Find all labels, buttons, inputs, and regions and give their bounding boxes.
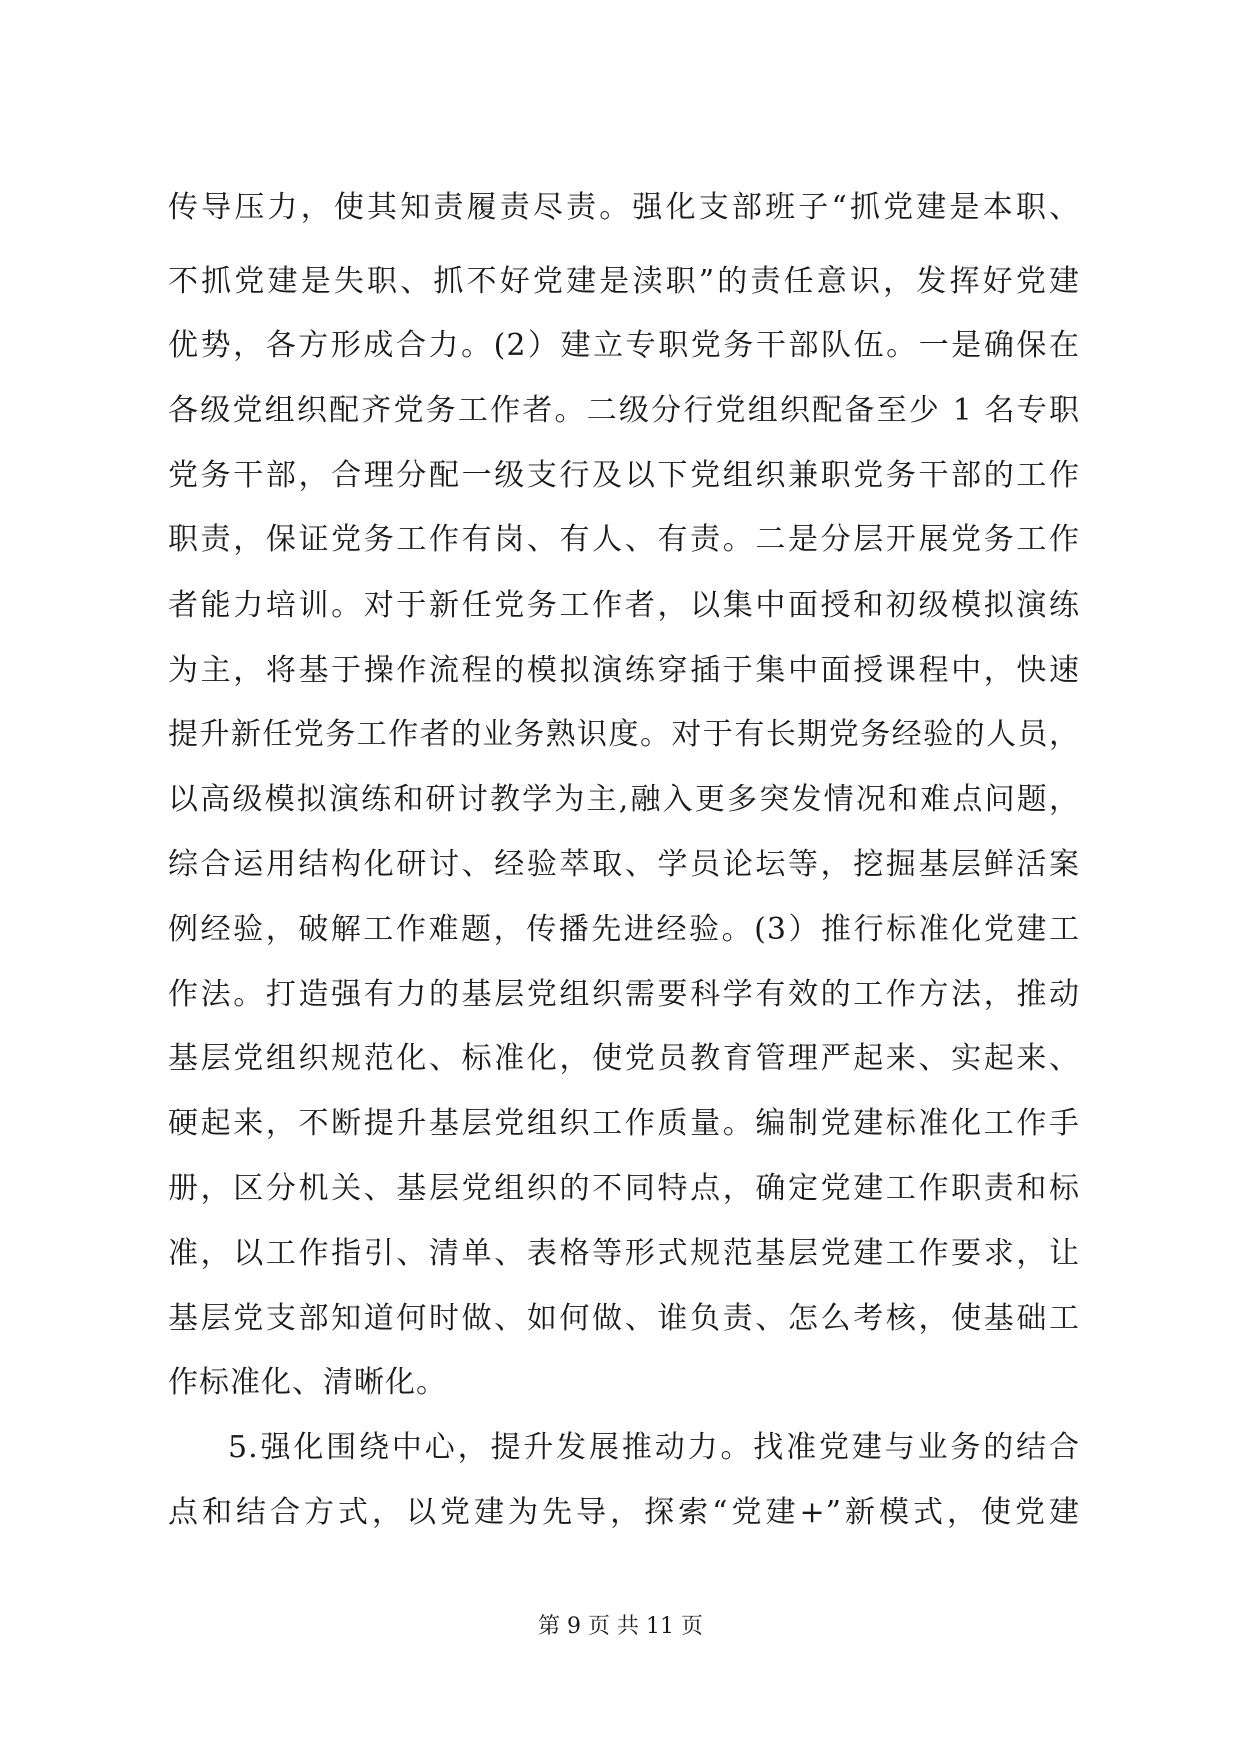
body-line-10: 以高级模拟演练和研讨教学为主,融入更多突发情况和难点问题， bbox=[168, 782, 1080, 817]
body-line-17: 准，以工作指引、清单、表格等形式规范基层党建工作要求，让 bbox=[168, 1236, 1080, 1271]
body-line-13: 作法。打造强有力的基层党组织需要科学有效的工作方法，推动 bbox=[168, 977, 1080, 1012]
body-line-9: 提升新任党务工作者的业务熟识度。对于有长期党务经验的人员， bbox=[168, 717, 1080, 752]
body-line-21: 点和结合方式，以党建为先导，探索“党建+”新模式，使党建 bbox=[168, 1495, 1080, 1530]
body-line-16: 册，区分机关、基层党组织的不同特点，确定党建工作职责和标 bbox=[168, 1171, 1080, 1206]
body-line-19: 作标准化、清晰化。 bbox=[168, 1365, 447, 1400]
body-line-3: 优势，各方形成合力。(2）建立专职党务干部队伍。一是确保在 bbox=[168, 328, 1080, 363]
body-line-6: 职责，保证党务工作有岗、有人、有责。二是分层开展党务工作 bbox=[168, 522, 1080, 557]
body-line-20: 5.强化围绕中心，提升发展推动力。找准党建与业务的结合 bbox=[228, 1430, 1080, 1465]
body-line-8: 为主，将基于操作流程的模拟演练穿插于集中面授课程中，快速 bbox=[168, 653, 1080, 688]
body-line-7: 者能力培训。对于新任党务工作者，以集中面授和初级模拟演练 bbox=[168, 588, 1080, 623]
body-line-14: 基层党组织规范化、标准化，使党员教育管理严起来、实起来、 bbox=[168, 1041, 1080, 1076]
body-line-4: 各级党组织配齐党务工作者。二级分行党组织配备至少 1 名专职 bbox=[168, 393, 1080, 428]
body-line-2: 不抓党建是失职、抓不好党建是渎职”的责任意识，发挥好党建 bbox=[168, 264, 1080, 299]
body-line-15: 硬起来，不断提升基层党组织工作质量。编制党建标准化工作手 bbox=[168, 1106, 1080, 1141]
body-line-5: 党务干部，合理分配一级支行及以下党组织兼职党务干部的工作 bbox=[168, 458, 1080, 493]
body-line-12: 例经验，破解工作难题，传播先进经验。(3）推行标准化党建工 bbox=[168, 912, 1080, 947]
body-line-1: 传导压力，使其知责履责尽责。强化支部班子“抓党建是本职、 bbox=[168, 190, 1080, 225]
page-number-footer: 第 9 页 共 11 页 bbox=[538, 1614, 703, 1639]
body-line-11: 综合运用结构化研讨、经验萃取、学员论坛等，挖掘基层鲜活案 bbox=[168, 847, 1080, 882]
body-line-18: 基层党支部知道何时做、如何做、谁负责、怎么考核，使基础工 bbox=[168, 1301, 1080, 1336]
